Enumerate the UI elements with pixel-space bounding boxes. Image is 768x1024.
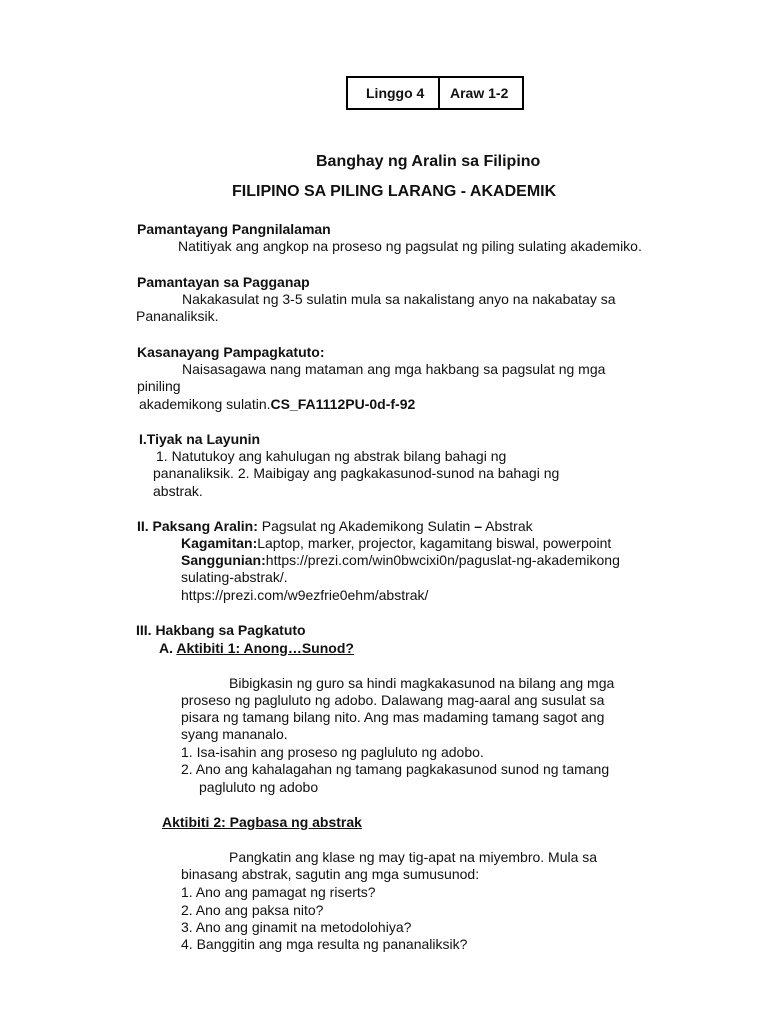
activity2-title: Aktibiti 2: Pagbasa ng abstrak — [162, 814, 362, 830]
competency-line2: piniling — [137, 378, 181, 394]
week-cell: Linggo 4 — [348, 78, 440, 108]
subject-dash: – — [474, 518, 483, 534]
performance-standard-line2: Pananaliksik. — [136, 308, 219, 324]
reference-link-1-cont[interactable]: sulating-abstrak/. — [181, 569, 288, 585]
activity2-para-line1: Pangkatin ang klase ng may tig-apat na miyembro. Mula sa — [229, 849, 598, 865]
reference-link-1[interactable]: https://prezi.com/win0bwcixi0n/paguslat-ng-akademikong — [265, 552, 620, 568]
activity1-question-2: 2. Ano ang kahalagahan ng tamang pagkakasunod sunod ng tamang — [181, 761, 610, 777]
day-cell: Araw 1-2 — [450, 84, 509, 101]
references-label: Sanggunian: — [181, 552, 266, 568]
activity1-question-1: 1. Isa-isahin ang proseso ng pagluluto ng adobo. — [181, 744, 484, 760]
activity1-prefix: A. — [159, 640, 173, 656]
subject-topic-end: Abstrak — [485, 518, 533, 534]
procedure-heading: III. Hakbang sa Pagkatuto — [136, 622, 306, 638]
competency-line1: Naisasagawa nang mataman ang mga hakbang sa pagsulat ng mga — [182, 361, 606, 377]
content-standard-text: Natitiyak ang angkop na proseso ng pagsulat ng piling sulating akademiko. — [178, 238, 642, 254]
materials-line — [181, 535, 611, 552]
activity2-question-2: 2. Ano ang paksa nito? — [181, 902, 324, 918]
activity2-para-line2: binasang abstrak, sagutin ang mga sumusunod: — [181, 866, 480, 882]
competency-line3-text: akademikong sulatin. — [139, 396, 271, 412]
activity1-para-line2: proseso ng pagluluto ng adobo. Dalawang mag-aaral ang susulat sa — [181, 692, 605, 708]
subject-heading: II. Paksang Aralin: — [137, 518, 258, 534]
activity1-heading — [159, 640, 354, 657]
content-standard-heading: Pamantayang Pangnilalaman — [137, 221, 331, 237]
objectives-line2: pananaliksik. 2. Maibigay ang pagkakasunod-sunod na bahagi ng — [153, 465, 560, 481]
activity1-para-line3: pisara ng tamang bilang nito. Ang mas madaming tamang sagot ang — [181, 709, 605, 725]
activity1-para-line1: Bibigkasin ng guro sa hindi magkakasunod na bilang ang mga — [229, 675, 615, 691]
objectives-line1: 1. Natutukoy ang kahulugan ng abstrak bilang bahagi ng — [156, 448, 507, 464]
performance-standard-line1: Nakakasulat ng 3-5 sulatin mula sa nakalistang anyo na nakabatay sa — [182, 291, 616, 307]
lesson-plan-title: Banghay ng Aralin sa Filipino — [316, 153, 541, 170]
subject-topic: Pagsulat ng Akademikong Sulatin — [261, 518, 471, 534]
references-line — [181, 552, 620, 569]
objectives-line3: abstrak. — [153, 483, 203, 499]
competency-heading: Kasanayang Pampagkatuto: — [137, 344, 325, 360]
objectives-heading: I.Tiyak na Layunin — [139, 431, 261, 447]
activity1-question-2-cont: pagluluto ng adobo — [199, 779, 319, 795]
lesson-plan-subtitle: FILIPINO SA PILING LARANG - AKADEMIK — [232, 183, 557, 200]
activity2-question-1: 1. Ano ang pamagat ng riserts? — [181, 884, 376, 900]
reference-link-2[interactable]: https://prezi.com/w9ezfrie0ehm/abstrak/ — [181, 587, 429, 603]
week-day-table — [346, 76, 524, 110]
activity2-question-3: 3. Ano ang ginamit na metodolohiya? — [181, 919, 412, 935]
activity2-question-4: 4. Banggitin ang mga resulta ng pananaliksik? — [181, 936, 468, 952]
activity1-para-line4: syang mananalo. — [181, 726, 288, 742]
materials-label: Kagamitan: — [181, 535, 258, 551]
activity1-title: Aktibiti 1: Anong…Sunod? — [176, 640, 354, 656]
subject-line — [137, 518, 533, 535]
materials-text: Laptop, marker, projector, kagamitang biswal, powerpoint — [257, 535, 612, 551]
competency-line3 — [139, 396, 415, 413]
competency-code: CS_FA1112PU-0d-f-92 — [270, 396, 416, 412]
performance-standard-heading: Pamantayan sa Pagganap — [137, 274, 310, 290]
